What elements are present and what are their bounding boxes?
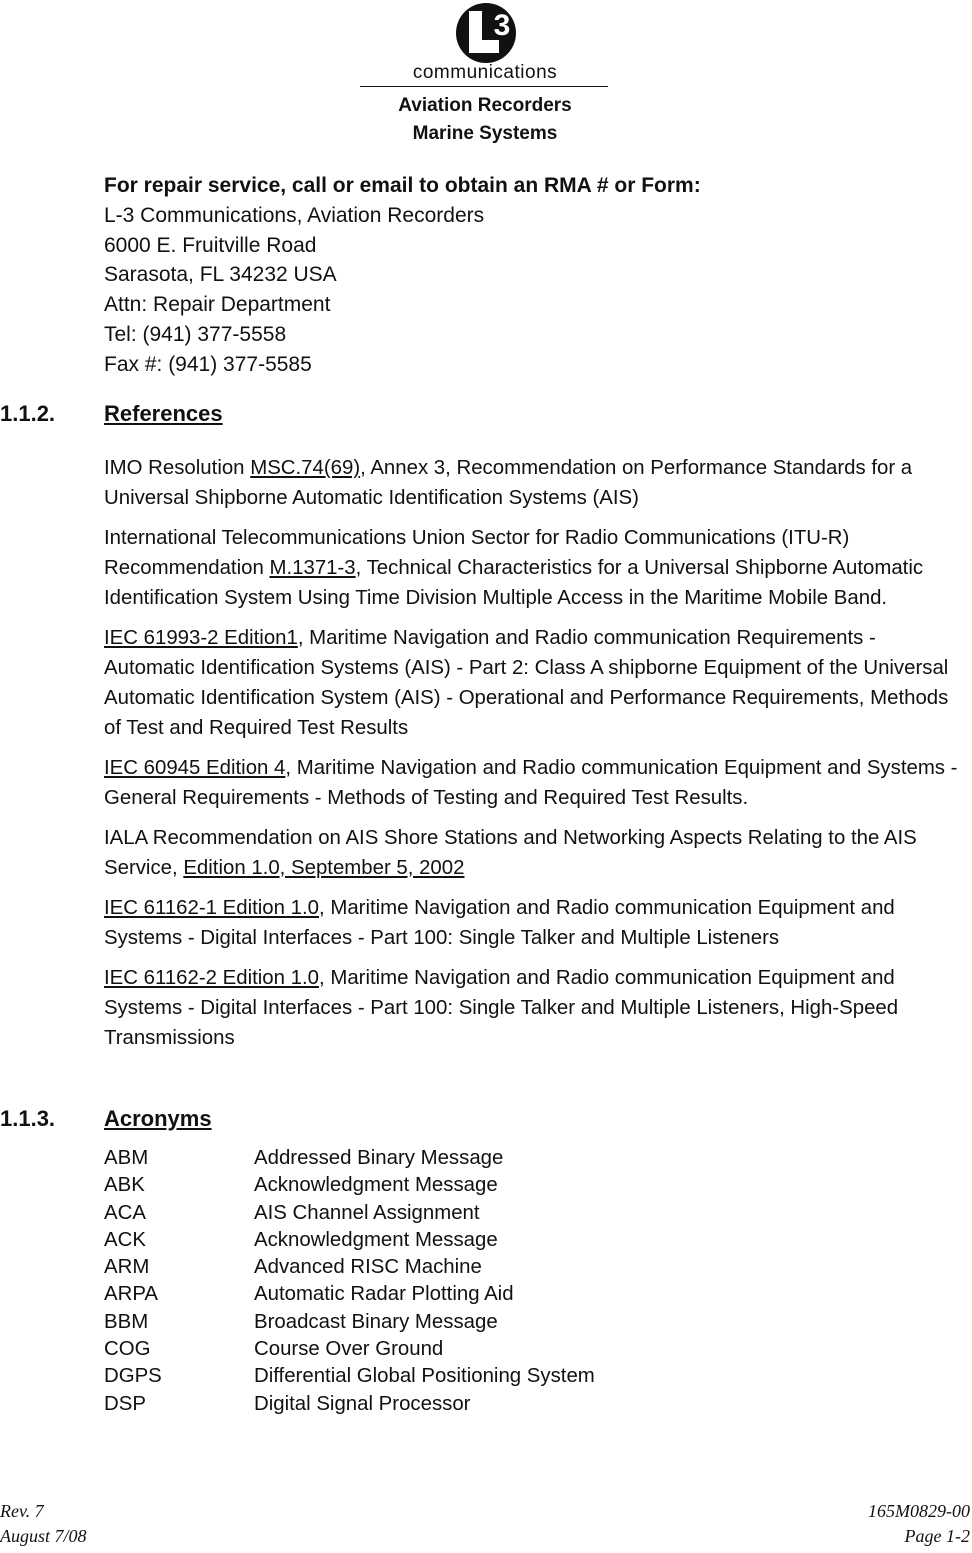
reference-text: IALA Recommendation on AIS Shore Stations and Networking Aspects Relating to the AIS Service, bbox=[104, 827, 917, 879]
footer-page-number: Page 1-2 bbox=[904, 1526, 970, 1546]
contact-street: 6000 E. Fruitville Road bbox=[104, 233, 317, 257]
reference-item bbox=[104, 523, 970, 613]
reference-document-id: M.1371-3 bbox=[269, 557, 356, 579]
acronym-meaning: Automatic Radar Plotting Aid bbox=[254, 1283, 514, 1306]
contact-fax: Fax #: (941) 377-5585 bbox=[104, 352, 312, 376]
footer-doc-number: 165M0829-00 bbox=[868, 1501, 970, 1521]
reference-item bbox=[104, 893, 970, 953]
references-list bbox=[104, 453, 970, 1063]
reference-text: , Maritime Navigation and Radio communication Equipment and Systems - Digital Interfaces - Part 100: Single Talker and Multiple Listeners bbox=[104, 897, 895, 949]
acronym-row bbox=[104, 1172, 804, 1199]
references-section-number: 1.1.2. bbox=[0, 401, 56, 426]
acronym-row bbox=[104, 1336, 804, 1363]
acronym-meaning: Course Over Ground bbox=[254, 1338, 444, 1361]
acronym-meaning: Addressed Binary Message bbox=[254, 1147, 504, 1169]
logo-wordmark: communications bbox=[412, 62, 558, 83]
acronym-row bbox=[104, 1281, 804, 1308]
reference-text: , Maritime Navigation and Radio communication Requirements - Automatic Identification Systems (AIS) - Part 2: Class A shipborne Equipment of the Universal Automatic Identification System (AIS) - Operational and Performance Requirements, Methods of Test and Required Test Results bbox=[104, 627, 949, 739]
reference-item bbox=[104, 453, 970, 513]
reference-document-id: MSC.74(69) bbox=[250, 457, 361, 479]
acronym-meaning: Acknowledgment Message bbox=[254, 1228, 498, 1251]
acronym-abbr: DGPS bbox=[104, 1365, 162, 1388]
reference-text: , Maritime Navigation and Radio communication Equipment and Systems - Digital Interfaces - Part 100: Single Talker and Multiple Listeners, High-Speed Transmissions bbox=[104, 967, 899, 1049]
acronym-abbr: ARM bbox=[104, 1256, 150, 1279]
reference-document-id: IEC 61993-2 Edition1 bbox=[104, 627, 298, 649]
reference-item bbox=[104, 753, 970, 813]
reference-document-id: Edition 1.0, September 5, 2002 bbox=[183, 857, 465, 879]
contact-tel: Tel: (941) 377-5558 bbox=[104, 322, 287, 346]
acronym-meaning: Advanced RISC Machine bbox=[254, 1256, 482, 1279]
footer-date: August 7/08 bbox=[0, 1526, 87, 1546]
acronym-row bbox=[104, 1145, 804, 1172]
contact-city: Sarasota, FL 34232 USA bbox=[104, 263, 337, 287]
acronyms-list bbox=[104, 1145, 804, 1418]
acronym-row bbox=[104, 1363, 804, 1390]
acronym-row bbox=[104, 1254, 804, 1281]
acronym-meaning: AIS Channel Assignment bbox=[254, 1201, 480, 1224]
acronym-row bbox=[104, 1309, 804, 1336]
reference-item bbox=[104, 963, 970, 1053]
reference-document-id: IEC 61162-1 Edition 1.0 bbox=[104, 897, 319, 919]
acronym-row bbox=[104, 1200, 804, 1227]
reference-document-id: IEC 61162-2 Edition 1.0 bbox=[104, 967, 319, 989]
logo-mark-text: 3 bbox=[493, 9, 511, 42]
acronym-meaning: Differential Global Positioning System bbox=[254, 1365, 595, 1388]
contact-company: L-3 Communications, Aviation Recorders bbox=[104, 203, 485, 227]
acronym-abbr: COG bbox=[104, 1338, 151, 1361]
acronym-abbr: ABK bbox=[104, 1174, 145, 1197]
reference-text: International Telecommunications Union Sector for Radio Communications (ITU-R) Recommendation bbox=[104, 527, 850, 579]
footer-revision: Rev. 7 bbox=[0, 1501, 44, 1521]
acronym-abbr: ACA bbox=[104, 1201, 146, 1224]
l3-logo bbox=[454, 2, 524, 64]
acronym-meaning: Broadcast Binary Message bbox=[254, 1310, 498, 1333]
references-section-title: References bbox=[104, 401, 223, 426]
repair-contact-heading: For repair service, call or email to obtain an RMA # or Form: bbox=[104, 174, 701, 197]
acronym-abbr: ARPA bbox=[104, 1283, 159, 1306]
acronym-row bbox=[104, 1227, 804, 1254]
logo-divider bbox=[360, 86, 608, 87]
acronyms-section-number: 1.1.3. bbox=[0, 1106, 56, 1131]
reference-document-id: IEC 60945 Edition 4 bbox=[104, 757, 286, 779]
acronym-meaning: Digital Signal Processor bbox=[254, 1392, 471, 1415]
acronym-meaning: Acknowledgment Message bbox=[254, 1174, 498, 1197]
acronym-abbr: BBM bbox=[104, 1310, 149, 1333]
acronyms-section-title: Acronyms bbox=[104, 1106, 212, 1131]
division-marine-systems: Marine Systems bbox=[412, 123, 558, 144]
contact-attn: Attn: Repair Department bbox=[104, 293, 331, 317]
reference-text: IMO Resolution bbox=[104, 457, 251, 479]
reference-item bbox=[104, 823, 970, 883]
reference-text: , Annex 3, Recommendation on Performance Standards for a Universal Shipborne Automatic Identification Systems (AIS) bbox=[104, 457, 913, 509]
acronym-abbr: ABM bbox=[104, 1147, 149, 1169]
reference-text: , Technical Characteristics for a Universal Shipborne Automatic Identification System Using Time Division Multiple Access in the Maritime Mobile Band. bbox=[104, 557, 924, 609]
acronym-abbr: ACK bbox=[104, 1228, 146, 1251]
reference-text: , Maritime Navigation and Radio communication Equipment and Systems - General Requirements - Methods of Testing and Required Test Results. bbox=[104, 757, 958, 809]
division-aviation-recorders: Aviation Recorders bbox=[398, 95, 572, 116]
reference-item bbox=[104, 623, 970, 743]
acronym-row bbox=[104, 1391, 804, 1418]
acronym-abbr: DSP bbox=[104, 1392, 146, 1415]
repair-contact-block bbox=[104, 171, 944, 380]
